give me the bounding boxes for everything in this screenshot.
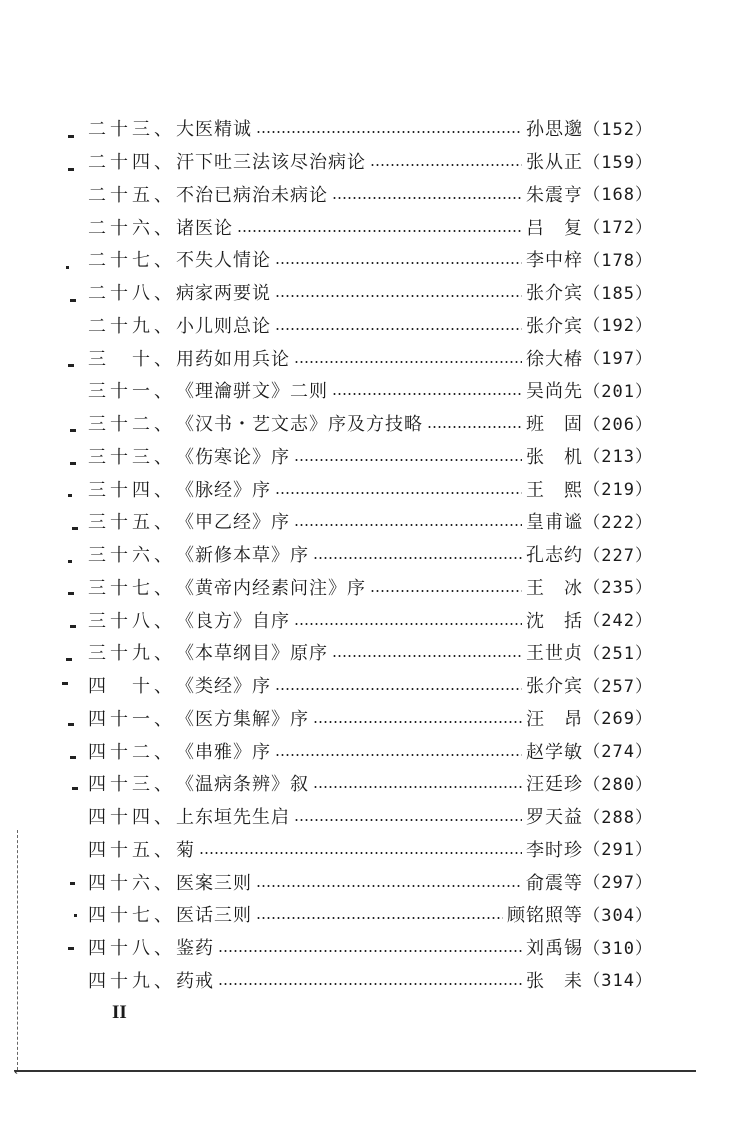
entry-author: 张介宾 [526,676,583,698]
dot-leader [294,524,522,526]
toc-entry [88,147,653,180]
entry-number: 三十六、 [88,545,176,567]
entry-author: 孙思邈 [526,119,583,141]
toc-entry [88,769,653,802]
entry-page: （269） [583,709,653,730]
toc-entry [88,671,653,704]
entry-title: 《脉经》序 [176,479,271,501]
entry-page: （274） [583,742,653,763]
margin-tick [70,882,75,885]
entry-author: 汪 昂 [526,708,583,730]
toc-entry [88,835,653,868]
entry-title: 不失人情论 [176,250,271,272]
margin-tick [62,682,68,685]
entry-author: 班 固 [526,414,583,436]
entry-page: （213） [583,447,653,468]
entry-number: 四十二、 [88,741,176,763]
dot-leader [332,393,522,395]
dot-leader [256,917,503,919]
entry-number: 四十八、 [88,938,176,960]
toc-entry [88,212,653,245]
entry-author: 徐大椿 [526,348,583,370]
entry-page: （159） [583,152,653,173]
toc-entry [88,474,653,507]
entry-number: 二十九、 [88,315,176,337]
toc-entry [88,245,653,278]
toc-entry [88,376,653,409]
page-number: II [112,1002,127,1023]
dot-leader [313,786,522,788]
dot-leader [218,950,522,952]
dot-leader [275,754,522,756]
entry-number: 三十三、 [88,446,176,468]
entry-author: 顾铭照等 [507,905,583,927]
entry-title: 《本草纲目》原序 [176,643,328,665]
entry-title: 《汉书・艺文志》序及方技略 [176,414,423,436]
entry-number: 四十九、 [88,970,176,992]
entry-title: 小儿则总论 [176,315,271,337]
entry-author: 俞震等 [526,872,583,894]
margin-tick [68,168,74,171]
toc-entry [88,311,653,344]
entry-page: （314） [583,971,653,992]
entry-page: （168） [583,185,653,206]
toc-entry [88,442,653,475]
entry-title: 汗下吐三法该尽治病论 [176,152,366,174]
margin-tick [70,429,76,432]
entry-page: （310） [583,938,653,959]
toc-entry [88,180,653,213]
entry-title: 《良方》自序 [176,610,290,632]
dot-leader [218,983,522,985]
margin-tick [68,135,74,138]
dot-leader [275,328,522,330]
margin-tick [74,914,77,917]
entry-author: 张从正 [526,152,583,174]
entry-author: 张介宾 [526,315,583,337]
entry-page: （178） [583,250,653,271]
margin-tick [68,364,74,367]
toc-entry [88,867,653,900]
entry-title: 《医方集解》序 [176,708,309,730]
entry-number: 三十二、 [88,414,176,436]
entry-page: （227） [583,545,653,566]
entry-page: （235） [583,578,653,599]
toc-entry [88,704,653,737]
entry-title: 《类经》序 [176,676,271,698]
entry-title: 《伤寒论》序 [176,446,290,468]
entry-title: 不治已病治未病论 [176,184,328,206]
entry-number: 二十四、 [88,152,176,174]
margin-tick [72,527,78,530]
entry-author: 李中梓 [526,250,583,272]
entry-page: （280） [583,774,653,795]
dot-leader [256,131,522,133]
entry-number: 四十六、 [88,872,176,894]
entry-page: （242） [583,611,653,632]
margin-tick [70,625,76,628]
toc-entry [88,736,653,769]
dot-leader [275,295,522,297]
toc-entry [88,900,653,933]
entry-author: 吕 复 [526,217,583,239]
toc-entry [88,114,653,147]
entry-page: （288） [583,807,653,828]
dot-leader [294,459,522,461]
entry-title: 《新修本草》序 [176,545,309,567]
entry-number: 三十一、 [88,381,176,403]
entry-number: 三十七、 [88,577,176,599]
entry-author: 罗天益 [526,807,583,829]
entry-number: 二十六、 [88,217,176,239]
entry-page: （222） [583,512,653,533]
toc-entry [88,278,653,311]
dot-leader [332,197,522,199]
margin-tick [68,560,72,563]
entry-author: 张 机 [526,446,583,468]
entry-number: 四十三、 [88,774,176,796]
entry-title: 药戒 [176,970,214,992]
entry-number: 二十三、 [88,119,176,141]
entry-title: 医案三则 [176,872,252,894]
entry-author: 皇甫谧 [526,512,583,534]
entry-title: 诸医论 [176,217,233,239]
dot-leader [294,361,522,363]
margin-tick [72,787,78,790]
toc-entry [88,966,653,999]
entry-title: 《理瀹骈文》二则 [176,381,328,403]
dot-leader [275,688,522,690]
entry-page: （172） [583,218,653,239]
dot-leader [332,655,522,657]
entry-number: 四十五、 [88,839,176,861]
toc-entry [88,933,653,966]
entry-title: 《串雅》序 [176,741,271,763]
dot-leader [427,426,522,428]
entry-title: 病家两要说 [176,283,271,305]
dot-leader [256,885,522,887]
toc-entry [88,540,653,573]
toc-entry [88,409,653,442]
entry-number: 二十五、 [88,184,176,206]
entry-page: （152） [583,119,653,140]
margin-tick [68,723,74,726]
entry-number: 三十八、 [88,610,176,632]
dot-leader [199,852,522,854]
entry-number: 四十一、 [88,708,176,730]
dot-leader [370,164,522,166]
toc-entry [88,802,653,835]
margin-tick [70,462,76,465]
entry-number: 四十四、 [88,807,176,829]
entry-title: 《甲乙经》序 [176,512,290,534]
dot-leader [370,590,522,592]
margin-tick [68,494,72,497]
entry-page: （192） [583,316,653,337]
entry-title: 鉴药 [176,938,214,960]
entry-title: 用药如用兵论 [176,348,290,370]
margin-tick [66,266,69,269]
entry-author: 孔志约 [526,545,583,567]
page-bottom-edge [14,1070,696,1074]
dot-leader [237,230,522,232]
scan-edge-mark [17,830,19,1070]
dot-leader [275,262,522,264]
entry-author: 赵学敏 [526,741,583,763]
entry-page: （197） [583,349,653,370]
entry-author: 朱震亨 [526,184,583,206]
entry-number: 三十五、 [88,512,176,534]
dot-leader [275,492,522,494]
margin-tick [66,658,72,661]
margin-tick [70,299,76,302]
entry-page: （219） [583,480,653,501]
entry-number: 四十七、 [88,905,176,927]
entry-title: 上东垣先生启 [176,807,290,829]
entry-page: （206） [583,414,653,435]
margin-tick [68,947,74,950]
dot-leader [294,819,522,821]
entry-author: 汪廷珍 [526,774,583,796]
entry-page: （185） [583,283,653,304]
table-of-contents [88,114,653,998]
entry-page: （291） [583,840,653,861]
entry-number: 三十四、 [88,479,176,501]
entry-number: 二十七、 [88,250,176,272]
entry-number: 三 十、 [88,348,176,370]
entry-title: 菊 [176,839,195,861]
entry-number: 三十九、 [88,643,176,665]
entry-author: 沈 括 [526,610,583,632]
entry-author: 王 冰 [526,577,583,599]
entry-author: 吴尚先 [526,381,583,403]
dot-leader [294,623,522,625]
entry-author: 王世贞 [526,643,583,665]
dot-leader [313,721,522,723]
entry-page: （201） [583,381,653,402]
entry-author: 李时珍 [526,839,583,861]
entry-page: （251） [583,643,653,664]
entry-number: 四 十、 [88,676,176,698]
entry-title: 医话三则 [176,905,252,927]
entry-title: 《黄帝内经素问注》序 [176,577,366,599]
entry-page: （304） [583,905,653,926]
toc-entry [88,573,653,606]
toc-entry [88,507,653,540]
margin-tick [68,592,74,595]
margin-tick [70,756,76,759]
entry-page: （257） [583,676,653,697]
entry-author: 张 耒 [526,970,583,992]
entry-title: 大医精诚 [176,119,252,141]
dot-leader [313,557,522,559]
entry-title: 《温病条辨》叙 [176,774,309,796]
toc-entry [88,605,653,638]
entry-number: 二十八、 [88,283,176,305]
toc-entry [88,638,653,671]
toc-entry [88,343,653,376]
entry-author: 张介宾 [526,283,583,305]
entry-author: 王 熙 [526,479,583,501]
entry-author: 刘禹锡 [526,938,583,960]
entry-page: （297） [583,873,653,894]
